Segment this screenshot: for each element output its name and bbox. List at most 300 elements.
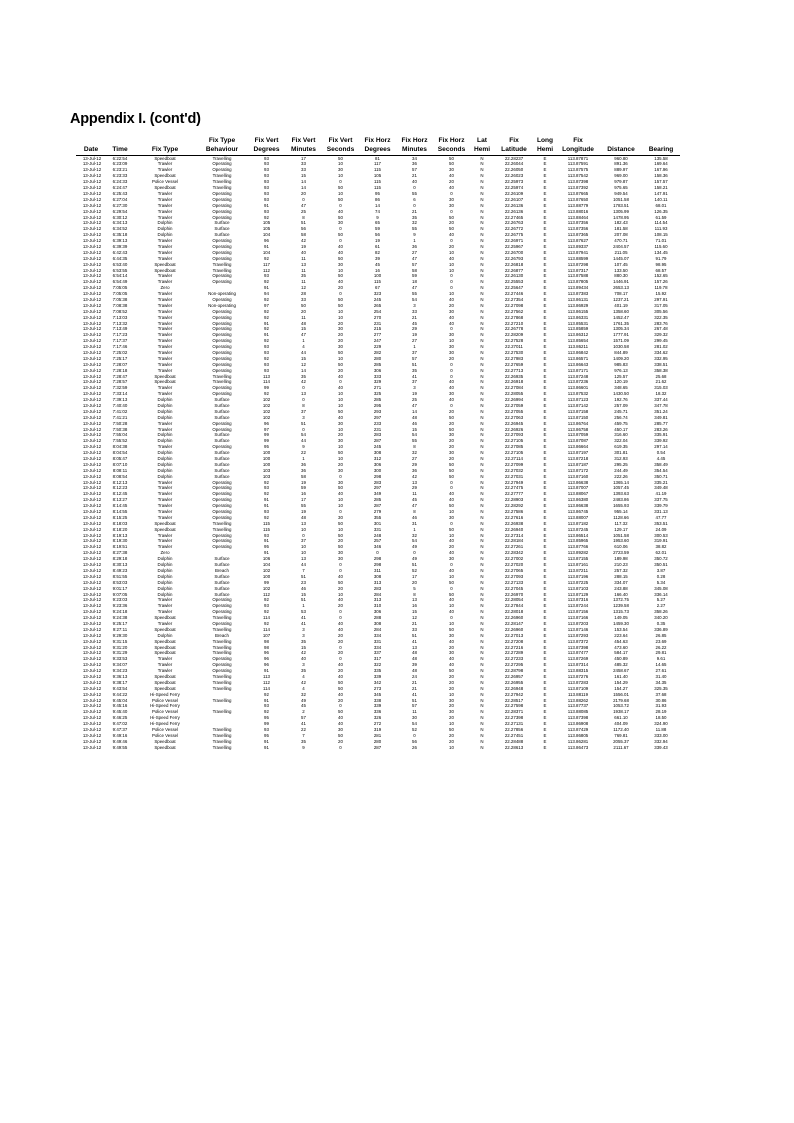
cell-longitude: 113.86805 (567, 732, 589, 738)
cell-date: 13-Jul-12 (82, 685, 102, 691)
cell-vert-minutes: 56 (301, 226, 306, 232)
cell-horz-minutes: 11 (412, 709, 417, 715)
cell-bearing: 167.96 (654, 167, 668, 173)
cell-lat-hemi: N (480, 291, 484, 297)
cell-horz-degrees: 115 (374, 167, 381, 173)
cell-bearing: 135.58 (654, 155, 668, 161)
cell-behaviour: Travelling (212, 709, 232, 715)
cell-longitude: 113.87591 (567, 161, 589, 167)
cell-horz-seconds: 30 (449, 344, 454, 350)
cell-bearing: 353.51 (654, 520, 668, 526)
cell-longitude: 113.86312 (567, 332, 589, 338)
cell-vert-minutes: 54 (301, 432, 306, 438)
cell-distance: 222.26 (614, 473, 628, 479)
cell-vert-degrees: 100 (262, 573, 271, 579)
cell-long-hemi: E (543, 232, 547, 238)
cell-long-hemi: E (543, 503, 547, 509)
cell-vert-degrees: 100 (262, 461, 271, 467)
cell-vert-minutes: 37 (301, 538, 306, 544)
cell-date: 13-Jul-12 (82, 314, 102, 320)
cell-bearing: 34.35 (655, 679, 667, 685)
cell-horz-minutes: 8 (413, 509, 416, 515)
cell-horz-seconds: 50 (449, 226, 454, 232)
cell-vert-seconds: 10 (338, 444, 343, 450)
cell-bearing: 5.34 (656, 579, 666, 585)
cell-behaviour: Operating (212, 597, 232, 603)
cell-behaviour: Travelling (212, 626, 232, 632)
column-header-line: Fix Vert (254, 137, 279, 144)
cell-vert-degrees: 99 (264, 385, 269, 391)
cell-time: 6:39:39 (112, 243, 128, 249)
cell-long-hemi: E (543, 173, 547, 179)
cell-longitude: 113.86281 (567, 738, 589, 744)
cell-lat-hemi: N (480, 632, 484, 638)
cell-vert-degrees: 91 (264, 243, 269, 249)
cell-vert-degrees: 93 (264, 208, 269, 214)
cell-horz-degrees: 282 (373, 349, 382, 355)
cell-lat-hemi: N (480, 249, 484, 255)
column-header-line: Longitude (562, 145, 594, 153)
cell-latitude: 22.26955 (504, 679, 524, 685)
cell-horz-degrees: 331 (373, 638, 382, 644)
cell-longitude: 113.87155 (567, 556, 589, 562)
cell-fix-type: Trawler (157, 302, 173, 308)
cell-vert-seconds: 50 (338, 679, 343, 685)
column-header-line: Degrees (253, 145, 280, 153)
cell-lat-hemi: N (480, 520, 484, 526)
cell-behaviour: Surface (214, 397, 230, 403)
cell-bearing: 0.35 (656, 620, 666, 626)
cell-fix-type: Trawler (157, 279, 173, 285)
cell-horz-degrees: 298 (373, 473, 382, 479)
cell-longitude: 113.87398 (567, 715, 589, 721)
cell-fix-type: Dolphin (157, 408, 173, 414)
cell-vert-degrees: 93 (264, 185, 269, 191)
cell-behaviour: Travelling (212, 673, 232, 679)
column-header (106, 137, 134, 155)
cell-latitude: 22.27032 (504, 467, 524, 473)
cell-vert-minutes: 15 (301, 173, 306, 179)
cell-longitude: 113.87142 (567, 403, 589, 408)
cell-horz-minutes: 32 (412, 220, 417, 226)
cell-horz-seconds: 30 (449, 650, 454, 656)
cell-longitude: 113.87171 (567, 367, 589, 373)
cell-long-hemi: E (543, 438, 547, 444)
cell-longitude: 113.87158 (567, 408, 589, 414)
cell-lat-hemi: N (480, 732, 484, 738)
cell-distance: 584.17 (614, 650, 628, 656)
cell-long-hemi: E (543, 285, 547, 291)
cell-long-hemi: E (543, 697, 547, 703)
cell-distance: 154.29 (614, 679, 628, 685)
cell-horz-seconds: 0 (450, 208, 453, 214)
cell-latitude: 22.26935 (504, 373, 524, 379)
cell-bearing: 25.68 (655, 373, 667, 379)
cell-bearing: 349.48 (654, 485, 668, 491)
cell-long-hemi: E (543, 196, 547, 202)
cell-behaviour: Operating (212, 503, 232, 509)
cell-date: 13-Jul-12 (82, 662, 102, 668)
cell-fix-type: Dolphin (157, 438, 173, 444)
cell-distance: 181.58 (614, 226, 628, 232)
cell-long-hemi: E (543, 403, 547, 408)
column-header-line: Degrees (364, 145, 391, 153)
cell-date: 13-Jul-12 (82, 161, 102, 167)
cell-vert-seconds: 50 (338, 255, 343, 261)
cell-long-hemi: E (543, 626, 547, 632)
cell-long-hemi: E (543, 691, 547, 697)
cell-latitude: 22.28292 (504, 503, 524, 509)
cell-longitude: 113.87588 (567, 273, 589, 279)
cell-horz-minutes: 26 (412, 744, 417, 750)
cell-horz-minutes: 0 (413, 550, 416, 556)
cell-vert-degrees: 92 (264, 491, 269, 497)
cell-horz-minutes: 25 (412, 397, 417, 403)
cell-distance: 985.83 (614, 361, 628, 367)
cell-date: 13-Jul-12 (82, 179, 102, 185)
cell-long-hemi: E (543, 579, 547, 585)
cell-time: 6:34:13 (112, 220, 128, 226)
cell-horz-degrees: 215 (373, 326, 382, 332)
cell-latitude: 22.27002 (504, 556, 524, 562)
cell-fix-type: Speedboat (154, 650, 176, 656)
cell-horz-minutes: 41 (412, 373, 417, 379)
cell-vert-degrees: 92 (264, 314, 269, 320)
cell-fix-type: Speedboat (154, 520, 176, 526)
cell-longitude: 113.88016 (567, 208, 589, 214)
cell-long-hemi: E (543, 744, 547, 750)
cell-horz-minutes: 8 (413, 591, 416, 597)
cell-horz-minutes: 0 (413, 202, 416, 208)
cell-bearing: 345.08 (654, 585, 668, 591)
cell-vert-seconds: 10 (338, 161, 343, 167)
cell-lat-hemi: N (480, 509, 484, 515)
cell-fix-type: Dolphin (157, 403, 173, 408)
cell-lat-hemi: N (480, 650, 484, 656)
cell-horz-degrees: 265 (373, 302, 382, 308)
cell-long-hemi: E (543, 243, 547, 249)
cell-longitude: 113.86758 (567, 426, 589, 432)
cell-date: 13-Jul-12 (82, 721, 102, 727)
cell-time: 7:50:38 (112, 426, 128, 432)
cell-horz-degrees: 293 (373, 408, 382, 414)
column-header-line: Lat (477, 137, 487, 144)
cell-horz-seconds: 40 (449, 609, 454, 615)
cell-horz-seconds: 40 (449, 550, 454, 556)
cell-longitude: 113.87196 (567, 573, 589, 579)
cell-horz-degrees: 337 (373, 650, 382, 656)
column-header-line: Date (83, 145, 99, 153)
cell-horz-seconds: 20 (449, 715, 454, 721)
cell-vert-minutes: 57 (301, 715, 306, 721)
cell-vert-minutes: 23 (301, 579, 306, 585)
cell-longitude: 113.87103 (567, 585, 589, 591)
cell-date: 13-Jul-12 (82, 326, 102, 332)
cell-date: 13-Jul-12 (82, 491, 102, 497)
cell-distance: 1128.66 (613, 514, 629, 520)
cell-vert-minutes: 3 (302, 626, 305, 632)
cell-latitude: 22.27616 (504, 514, 524, 520)
cell-bearing: 339.79 (654, 503, 668, 509)
cell-longitude: 113.87293 (567, 632, 589, 638)
cell-lat-hemi: N (480, 721, 484, 727)
cell-time: 6:25:43 (112, 190, 128, 196)
cell-distance: 1051.58 (613, 196, 629, 202)
cell-behaviour: Travelling (212, 738, 232, 744)
cell-bearing: 300.53 (654, 532, 668, 538)
cell-horz-degrees: 329 (373, 379, 382, 385)
cell-latitude: 22.28798 (504, 668, 524, 674)
cell-time: 9:34:23 (112, 668, 128, 674)
cell-time: 8:07:10 (112, 461, 128, 467)
cell-horz-seconds: 20 (449, 673, 454, 679)
cell-horz-minutes: 34 (412, 155, 417, 161)
cell-fix-type: Speedboat (154, 261, 176, 267)
cell-long-hemi: E (543, 709, 547, 715)
cell-horz-seconds: 40 (449, 385, 454, 391)
cell-behaviour: Breach (215, 632, 229, 638)
cell-date: 13-Jul-12 (82, 497, 102, 503)
cell-longitude: 113.87871 (567, 155, 589, 161)
cell-date: 13-Jul-12 (82, 726, 102, 732)
cell-behaviour: Operating (212, 391, 232, 397)
cell-time: 9:49:16 (112, 732, 128, 738)
cell-horz-seconds: 10 (449, 249, 454, 255)
cell-fix-type: Trawler (157, 597, 173, 603)
cell-latitude: 22.27942 (504, 691, 524, 697)
cell-time: 7:17:37 (112, 338, 128, 344)
cell-vert-minutes: 14 (301, 367, 306, 373)
cell-vert-seconds: 0 (339, 238, 342, 244)
cell-latitude: 22.25647 (504, 285, 524, 291)
cell-vert-degrees: 94 (264, 291, 269, 297)
cell-horz-minutes: 24 (412, 673, 417, 679)
cell-date: 13-Jul-12 (82, 656, 102, 662)
cell-date: 13-Jul-12 (82, 450, 102, 456)
cell-vert-minutes: 40 (301, 249, 306, 255)
cell-distance: 1237.21 (613, 296, 629, 302)
cell-longitude: 113.87356 (567, 220, 589, 226)
cell-horz-seconds: 10 (449, 261, 454, 267)
cell-distance: 1365.14 (613, 479, 629, 485)
cell-latitude: 22.27562 (504, 308, 524, 314)
cell-vert-degrees: 91 (264, 332, 269, 338)
cell-vert-seconds: 10 (338, 526, 343, 532)
cell-vert-degrees: 92 (264, 691, 269, 697)
cell-distance: 708.17 (614, 291, 628, 297)
cell-vert-minutes: 17 (301, 497, 306, 503)
cell-fix-type: Zero (160, 285, 170, 291)
cell-date: 13-Jul-12 (82, 226, 102, 232)
cell-vert-seconds: 0 (339, 744, 342, 750)
cell-behaviour: Travelling (212, 685, 232, 691)
cell-distance: 1446.91 (613, 279, 629, 285)
cell-vert-degrees: 91 (264, 503, 269, 509)
cell-fix-type: Speedboat (154, 267, 176, 273)
cell-vert-seconds: 30 (338, 326, 343, 332)
cell-behaviour: Travelling (212, 155, 232, 161)
cell-latitude: 22.28342 (504, 550, 524, 556)
cell-distance: 1953.60 (613, 538, 629, 544)
cell-time: 7:50:28 (112, 420, 128, 426)
cell-vert-degrees: 93 (264, 196, 269, 202)
cell-date: 13-Jul-12 (82, 473, 102, 479)
cell-horz-degrees: 254 (373, 308, 382, 314)
cell-date: 13-Jul-12 (82, 603, 102, 609)
cell-bearing: 47.77 (655, 514, 667, 520)
cell-bearing: 336.89 (654, 626, 668, 632)
cell-vert-degrees: 99 (264, 432, 269, 438)
cell-horz-degrees: 334 (373, 632, 382, 638)
cell-vert-degrees: 99 (264, 438, 269, 444)
cell-lat-hemi: N (480, 367, 484, 373)
cell-vert-seconds: 40 (338, 691, 343, 697)
cell-vert-seconds: 10 (338, 426, 343, 432)
cell-fix-type: Trawler (157, 426, 173, 432)
cell-distance: 288.15 (614, 573, 628, 579)
cell-long-hemi: E (543, 190, 547, 196)
cell-date: 13-Jul-12 (82, 609, 102, 615)
cell-distance: 960.80 (614, 155, 628, 161)
column-header-line (106, 137, 134, 146)
cell-vert-seconds: 10 (338, 173, 343, 179)
cell-vert-degrees: 97 (264, 426, 269, 432)
cell-horz-degrees: 297 (373, 485, 382, 491)
cell-fix-type: Dolphin (157, 432, 173, 438)
cell-vert-seconds: 0 (339, 609, 342, 615)
cell-date: 13-Jul-12 (82, 709, 102, 715)
cell-vert-seconds: 20 (338, 603, 343, 609)
column-header (534, 137, 556, 155)
cell-latitude: 22.26778 (504, 326, 524, 332)
cell-lat-hemi: N (480, 432, 484, 438)
cell-long-hemi: E (543, 573, 547, 579)
cell-fix-type: Trawler (157, 238, 173, 244)
cell-horz-seconds: 20 (449, 220, 454, 226)
cell-date: 13-Jul-12 (82, 691, 102, 697)
column-header (248, 137, 285, 155)
cell-behaviour: Travelling (212, 638, 232, 644)
cell-horz-minutes: 48 (412, 656, 417, 662)
cell-vert-degrees: 95 (264, 732, 269, 738)
cell-horz-seconds: 40 (449, 638, 454, 644)
cell-horz-minutes: 52 (412, 567, 417, 573)
cell-lat-hemi: N (480, 538, 484, 544)
cell-time: 9:34:07 (112, 662, 128, 668)
cell-fix-type: Trawler (157, 609, 173, 615)
cell-long-hemi: E (543, 414, 547, 420)
cell-long-hemi: E (543, 597, 547, 603)
cell-longitude: 113.87737 (567, 703, 589, 709)
column-header-line (76, 137, 106, 146)
cell-horz-degrees: 333 (373, 373, 382, 379)
cell-horz-degrees: 0 (376, 550, 379, 556)
cell-latitude: 22.27233 (504, 656, 524, 662)
cell-time: 7:33:14 (112, 391, 128, 397)
cell-long-hemi: E (543, 155, 547, 161)
cell-date: 13-Jul-12 (82, 626, 102, 632)
column-header-line (642, 137, 680, 146)
cell-vert-seconds: 50 (338, 732, 343, 738)
cell-date: 13-Jul-12 (82, 644, 102, 650)
cell-distance: 969.00 (614, 173, 628, 179)
cell-horz-seconds: 20 (449, 438, 454, 444)
cell-latitude: 22.26818 (504, 261, 524, 267)
cell-time: 7:05:38 (112, 296, 128, 302)
cell-horz-seconds: 50 (449, 668, 454, 674)
cell-fix-type: Trawler (157, 420, 173, 426)
cell-horz-seconds: 40 (449, 567, 454, 573)
cell-distance: 256.74 (614, 414, 628, 420)
cell-bearing: 147.91 (654, 190, 668, 196)
cell-distance: 107.45 (614, 261, 628, 267)
cell-date: 13-Jul-12 (82, 373, 102, 379)
column-header (76, 137, 106, 155)
cell-time: 9:23:36 (112, 603, 128, 609)
cell-horz-degrees: 271 (373, 385, 382, 391)
cell-behaviour: Operating (212, 338, 232, 344)
cell-latitude: 22.26130 (504, 273, 524, 279)
cell-longitude: 113.85859 (567, 326, 589, 332)
cell-horz-minutes: 0 (413, 732, 416, 738)
cell-date: 13-Jul-12 (82, 208, 102, 214)
cell-time: 7:40:40 (112, 403, 128, 408)
cell-fix-type: Trawler (157, 479, 173, 485)
cell-date: 13-Jul-12 (82, 444, 102, 450)
cell-longitude: 113.87059 (567, 432, 589, 438)
cell-distance: 1305.34 (613, 326, 629, 332)
cell-distance: 334.07 (614, 579, 628, 585)
cell-longitude: 113.86601 (567, 385, 589, 391)
cell-horz-degrees: 39 (375, 255, 380, 261)
cell-distance: 979.87 (614, 179, 628, 185)
cell-date: 13-Jul-12 (82, 279, 102, 285)
cell-distance: 133.50 (614, 267, 628, 273)
cell-vert-minutes: 15 (301, 355, 306, 361)
cell-bearing: 9.61 (656, 656, 666, 662)
cell-vert-degrees: 102 (262, 397, 271, 403)
cell-date: 13-Jul-12 (82, 467, 102, 473)
cell-vert-degrees: 96 (264, 238, 269, 244)
cell-horz-minutes: 55 (412, 226, 417, 232)
cell-longitude: 113.86514 (567, 532, 589, 538)
column-header-line: Fix Horz (438, 137, 465, 144)
cell-bearing: 4.45 (656, 456, 666, 462)
column-header (285, 137, 322, 155)
cell-vert-degrees: 93 (264, 509, 269, 515)
cell-distance: 1030.58 (613, 344, 629, 350)
cell-horz-minutes: 55 (412, 190, 417, 196)
cell-vert-degrees: 91 (264, 697, 269, 703)
cell-horz-degrees: 245 (373, 296, 382, 302)
cell-latitude: 22.27055 (504, 408, 524, 414)
cell-vert-minutes: 8 (302, 403, 305, 408)
cell-vert-degrees: 102 (262, 567, 271, 573)
cell-horz-degrees: 310 (373, 603, 382, 609)
cell-distance: 2653.13 (613, 285, 629, 291)
cell-distance: 889.97 (614, 167, 628, 173)
cell-behaviour: Surface (214, 403, 230, 408)
cell-bearing: 324.90 (654, 721, 668, 727)
cell-vert-seconds: 10 (338, 397, 343, 403)
cell-vert-seconds: 30 (338, 726, 343, 732)
cell-lat-hemi: N (480, 261, 484, 267)
cell-vert-degrees: 97 (264, 302, 269, 308)
cell-vert-degrees: 93 (264, 603, 269, 609)
cell-horz-minutes: 46 (412, 514, 417, 520)
cell-vert-minutes: 42 (301, 650, 306, 656)
cell-date: 13-Jul-12 (82, 538, 102, 544)
